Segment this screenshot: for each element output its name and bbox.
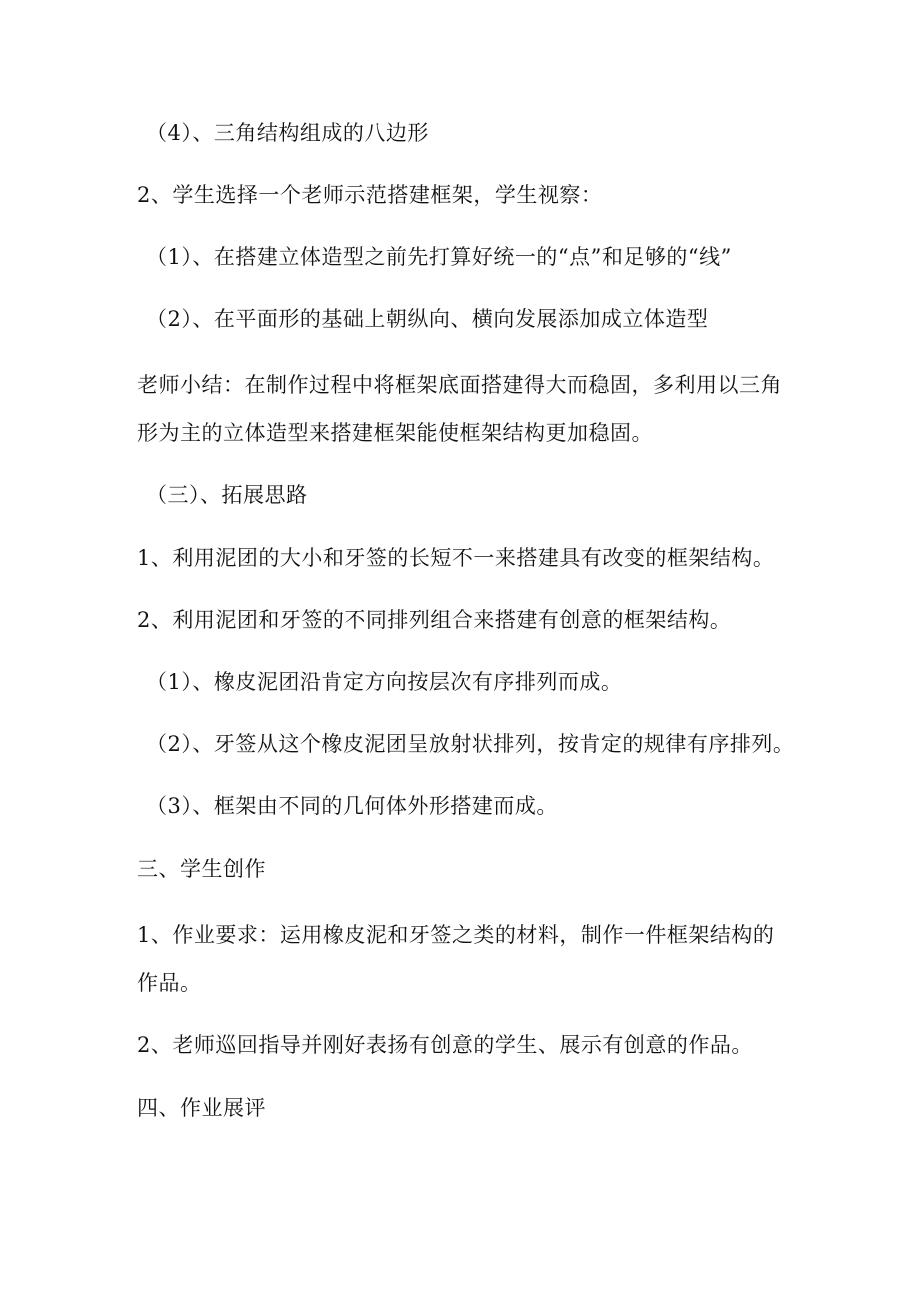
sub-item-4-octagon: （4）、三角结构组成的八边形 [146, 121, 429, 145]
creation-item-2-guidance: 2、老师巡回指导并刚好表扬有创意的学生、展示有创意的作品。 [137, 1033, 753, 1057]
section-expand-ideas-heading: （三）、拓展思路 [146, 483, 308, 507]
expand-item-1: 1、利用泥团的大小和牙签的长短不一来搭建具有改变的框架结构。 [137, 546, 775, 570]
item-2-teacher-demo: 2、学生选择一个老师示范搭建框架，学生视察： [137, 183, 603, 207]
expand-sub-item-3: （3）、框架由不同的几何体外形搭建而成。 [146, 794, 558, 818]
expand-sub-item-1: （1）、橡皮泥团沿肯定方向按层次有序排列而成。 [146, 670, 623, 694]
creation-item-1-requirements: 1、作业要求：运用橡皮泥和牙签之类的材料，制作一件框架结构的作品。 [137, 923, 775, 995]
teacher-summary-paragraph: 老师小结：在制作过程中将框架底面搭建得大而稳固，多利用以三角形为主的立体造型来搭建框架能使框架结构更加稳固。 [137, 373, 782, 445]
section-student-creation-heading: 三、学生创作 [137, 857, 266, 881]
sub-item-1-points-lines: （1）、在搭建立体造型之前先打算好统一的“点”和足够的“线” [146, 245, 732, 269]
expand-item-2: 2、利用泥团和牙签的不同排列组合来搭建有创意的框架结构。 [137, 608, 732, 632]
section-work-review-heading: 四、作业展评 [137, 1096, 266, 1120]
expand-sub-item-2: （2）、牙签从这个橡皮泥团呈放射状排列，按肯定的规律有序排列。 [146, 732, 795, 756]
sub-item-2-plane-to-solid: （2）、在平面形的基础上朝纵向、横向发展添加成立体造型 [146, 307, 709, 331]
